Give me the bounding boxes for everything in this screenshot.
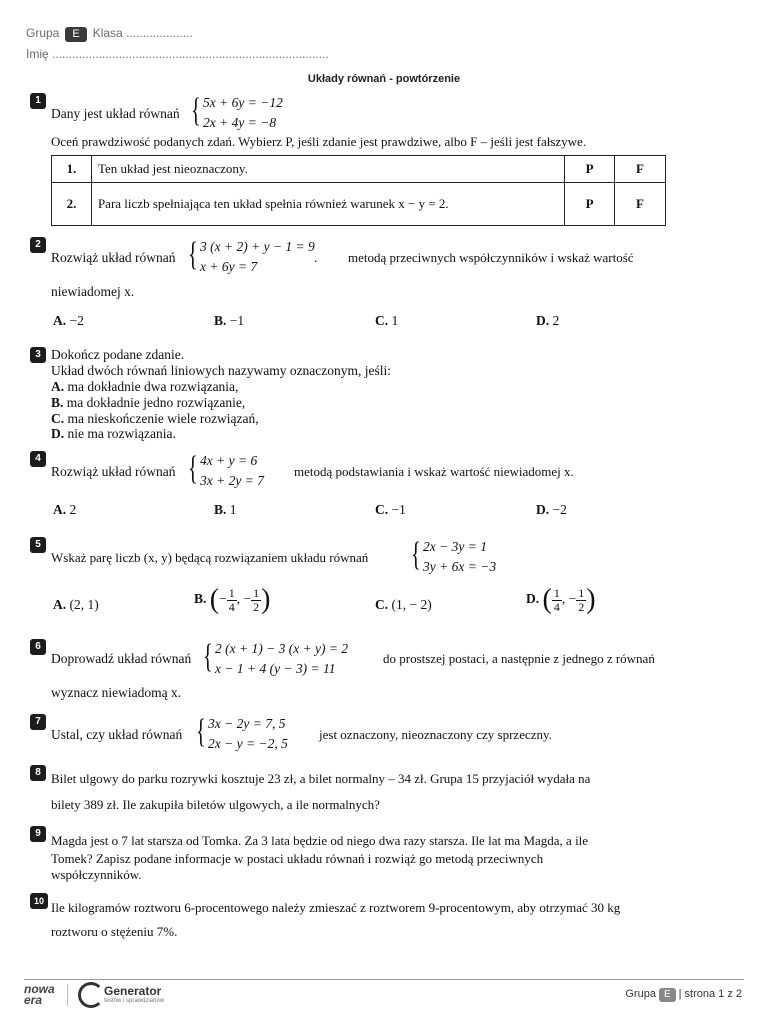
group-class-line [26,26,193,42]
option-a[interactable]: A. −2 [53,313,84,328]
name-dots: ................................................................................... [52,47,329,61]
q7-tail: jest oznaczony, nieoznaczony czy sprzeczny. [319,727,552,742]
option-c[interactable]: C. ma nieskończenie wiele rozwiązań, [51,411,259,426]
question-number-2: 2 [30,237,46,253]
row-number: 2. [52,183,92,226]
fraction: $\frac{1}{4}$ [553,585,560,614]
q1-instruction: Oceń prawdziwość podanych zdań. Wybierz P, jeśli zdanie jest prawdziwe, albo F – jeśli jest fałszywe. [51,134,587,149]
q2-eq1: 3 (x + 2) + y − 1 = 9 [200,239,315,254]
true-option[interactable]: P [565,183,615,226]
q1-eq1: 5x + 6y = −12 [203,95,283,110]
question-number-3: 3 [30,347,46,363]
q2-eq2: x + 6y = 7 [200,259,258,274]
row-number: 1. [52,156,92,183]
q4-tail: metodą podstawiania i wskaż wartość niewiadomej x. [294,464,574,479]
footer-divider [24,979,744,980]
option-c[interactable]: C. 1 [375,313,399,328]
brace-icon: { [188,236,198,273]
nowa-era-logo: nowa era [24,982,55,1007]
option-b[interactable]: B. −1 [214,313,245,328]
q2-tail2: niewiadomej x. [51,284,135,299]
name-label: Imię [26,47,49,61]
q1-eq2: 2x + 4y = −8 [203,115,277,130]
brace-icon: { [196,713,206,750]
q4-intro: Rozwiąż układ równań [51,464,176,479]
row-statement: Ten układ jest nieoznaczony. [91,156,564,183]
class-label: Klasa [92,26,123,40]
group-label: Grupa [26,26,60,40]
q6-tail2: wyznacz niewiadomą x. [51,685,182,700]
true-option[interactable]: P [565,156,615,183]
q3-line2: Układ dwóch równań liniowych nazywamy oznaczonym, jeśli: [51,363,392,378]
question-number-10: 10 [30,893,48,909]
question-number-1: 1 [30,93,46,109]
q3-line1: Dokończ podane zdanie. [51,347,185,362]
fraction: $\frac{1}{2}$ [578,585,585,614]
true-false-table [51,155,666,226]
q2-dot: . [314,250,318,265]
option-d[interactable]: D. −2 [536,502,567,517]
brace-icon: { [188,450,198,487]
q5-eq2: 3y + 6x = −3 [423,559,497,574]
option-a[interactable]: A. 2 [53,502,77,517]
question-number-7: 7 [30,714,46,730]
q5-option-d[interactable]: D. ( $\frac{1}{4}$ , − $\frac{1}{2}$ ) [526,584,596,615]
q5-option-c[interactable]: C. (1, − 2) [375,597,432,612]
name-line [26,47,329,61]
option-c[interactable]: C. −1 [375,502,406,517]
q6-tail: do prostszej postaci, a następnie z jednego z równań [383,651,655,666]
q5-intro: Wskaż parę liczb (x, y) będącą rozwiązaniem układu równań [51,550,369,565]
page-number: | strona 1 z 2 [678,988,742,1000]
option-a[interactable]: A. ma dokładnie dwa rozwiązania, [51,379,239,394]
q9-line1: Magda jest o 7 lat starsza od Tomka. Za 3 lata będzie od niego dwa razy starsza. Ile lat ma Magda, a ile [51,833,589,848]
q9-line3: współczynników. [51,867,142,882]
table-row [52,156,666,183]
q2-tail: metodą przeciwnych współczynników i wskaż wartość [348,250,634,265]
brace-icon: { [411,536,421,573]
option-b[interactable]: B. 1 [214,502,237,517]
option-d[interactable]: D. 2 [536,313,560,328]
false-option[interactable]: F [615,183,666,226]
q6-intro: Doprowadź układ równań [51,651,192,666]
q7-intro: Ustal, czy układ równań [51,727,183,742]
generator-logo-text: Generator [104,984,162,998]
q5-eq1: 2x − 3y = 1 [423,539,487,554]
question-number-5: 5 [30,537,46,553]
q7-eq1: 3x − 2y = 7, 5 [208,716,286,731]
q10-line1: Ile kilogramów roztworu 6-procentowego należy zmieszać z roztworem 9-procentowym, aby otrzymać 30 kg [51,900,621,915]
fraction: $\frac{1}{4}$ [228,585,235,614]
q5-option-a[interactable]: A. (2, 1) [53,597,99,612]
question-number-6: 6 [30,639,46,655]
q6-eq1: 2 (x + 1) − 3 (x + y) = 2 [215,641,349,656]
question-number-8: 8 [30,765,46,781]
page-title: Układy równań - powtórzenie [307,73,461,85]
q5-option-b[interactable]: B. (− $\frac{1}{4}$ , − $\frac{1}{2}$ ) [194,584,271,615]
false-option[interactable]: F [615,156,666,183]
q9-line2: Tomek? Zapisz podane informacje w postaci układu równań i rozwiąż go metodą przeciwnych [51,851,544,866]
q8-line2: bilety 389 zł. Ile zakupiła biletów ulgowych, a ile normalnych? [51,797,380,812]
q10-line2: roztworu o stężeniu 7%. [51,924,178,939]
question-number-4: 4 [30,451,46,467]
fraction: $\frac{1}{2}$ [253,585,260,614]
q4-eq1: 4x + y = 6 [200,453,258,468]
group-badge: E [65,27,86,42]
generator-logo-icon [78,982,104,1008]
option-b[interactable]: B. ma dokładnie jedno rozwiązanie, [51,395,246,410]
q8-line1: Bilet ulgowy do parku rozrywki kosztuje 23 zł, a bilet normalny – 34 zł. Grupa 15 przyjaciół wydała na [51,771,591,786]
generator-logo-subtitle: testów i sprawdzianów [104,998,165,1004]
page-indicator [625,988,742,1002]
question-number-9: 9 [30,826,46,842]
q7-eq2: 2x − y = −2, 5 [208,736,288,751]
footer-group-label: Grupa [625,988,656,1000]
row-statement: Para liczb spełniająca ten układ spełnia również warunek x − y = 2. [91,183,564,226]
table-row [52,183,666,226]
option-d[interactable]: D. nie ma rozwiązania. [51,426,176,441]
logo-separator [67,984,68,1006]
q1-intro: Dany jest układ równań [51,106,180,121]
brace-icon: { [191,92,201,129]
q4-eq2: 3x + 2y = 7 [200,473,264,488]
q6-eq2: x − 1 + 4 (y − 3) = 11 [215,661,336,676]
q2-intro: Rozwiąż układ równań [51,250,176,265]
footer-group-badge: E [659,988,676,1002]
class-dots: .................... [126,26,193,40]
brace-icon: { [203,638,213,675]
